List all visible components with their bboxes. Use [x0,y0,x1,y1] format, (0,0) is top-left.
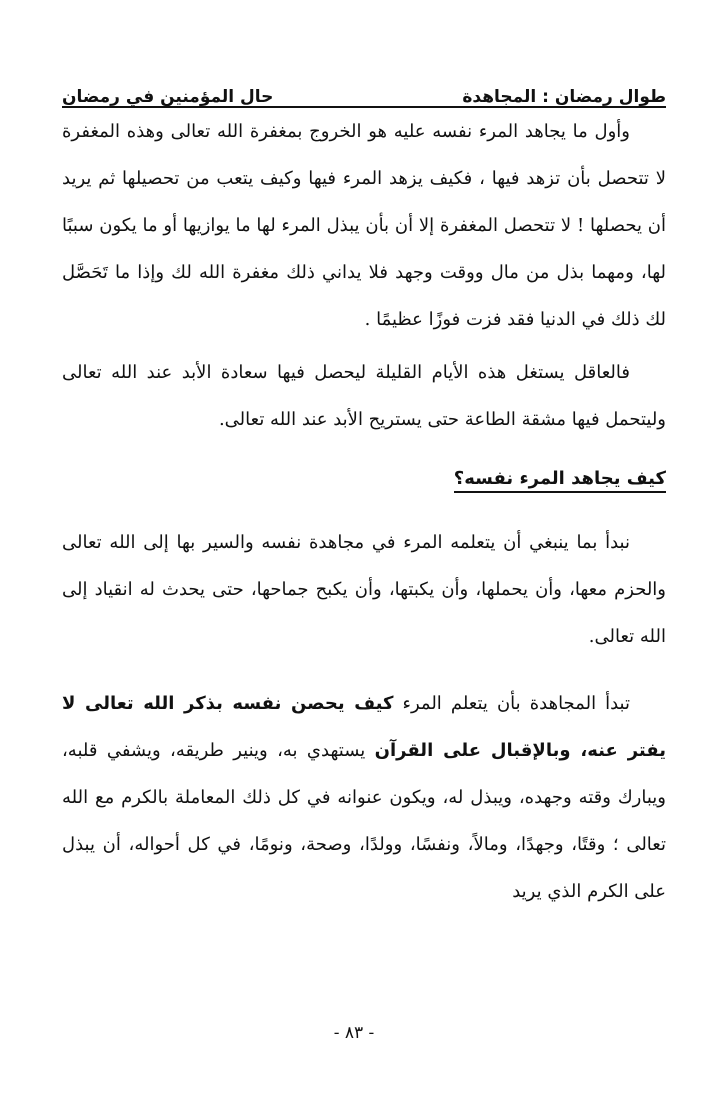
paragraph-how-to-begin: نبدأ بما ينبغي أن يتعلمه المرء في مجاهدة نفسه والسير بها إلى الله تعالى والحزم معها، وأن يحملها، وأن يكبتها، وأن يكبح جماحها، حتى يحدث له انقياد إلى الله تعالى. [62,532,666,647]
paragraph-forgiveness: وأول ما يجاهد المرء نفسه عليه هو الخروج بمغفرة الله تعالى وهذه المغفرة لا تتحصل بأن تزهد فيها ، فكيف يزهد المرء فيها وكيف يتعب من تحصيلها ثم يريد أن يحصلها ! لا تتحصل المغفرة إلا أن بأن يبذل المرء لها ما يوازيها أو ما يكون سببًا لها، ومهما بذل من مال ووقت وجهد فلا يداني ذلك مغفرة الله لك وإذا ما تَحَصَّل لك ذلك في الدنيا فقد فزت فوزًا عظيمًا . [62,121,667,330]
paragraph-remembrance [62,680,666,915]
running-header [62,76,666,106]
body-text [62,108,666,915]
page-number: - ٨٣ - [333,1023,375,1043]
paragraph-the-wise: فالعاقل يستغل هذه الأيام القليلة ليحصل فيها سعادة الأبد عند الله تعالى وليتحمل فيها مشقة الطاعة حتى يستريح الأبد عند الله تعالى. [62,362,666,430]
header-book-title: حال المؤمنين في رمضان [62,87,274,107]
paragraph-remembrance-emphasis: كيف يحصن نفسه بذكر الله تعالى لا يفتر عنه، وبالإقبال على القرآن [62,693,666,761]
section-heading [62,459,666,499]
paragraph-remembrance-rest: يستهدي به، وينير طريقه، ويشفي قلبه، ويبارك وقته وجهده، ويبذل له، ويكون عنوانه في كل ذلك المعاملة بالكرم مع الله تعالى ؛ وقتًا، وجهدًا، ومالاً، ونفسًا، وولدًا، وصحة، ونومًا، في كل أحواله، أن يبذل على الكرم الذي يريد [62,740,666,902]
header-chapter-title: طوال رمضان : المجاهدة [462,87,666,107]
section-heading-text: كيف يجاهد المرء نفسه؟ [454,468,666,493]
paragraph-remembrance-intro: تبدأ المجاهدة بأن يتعلم المرء [393,693,631,714]
